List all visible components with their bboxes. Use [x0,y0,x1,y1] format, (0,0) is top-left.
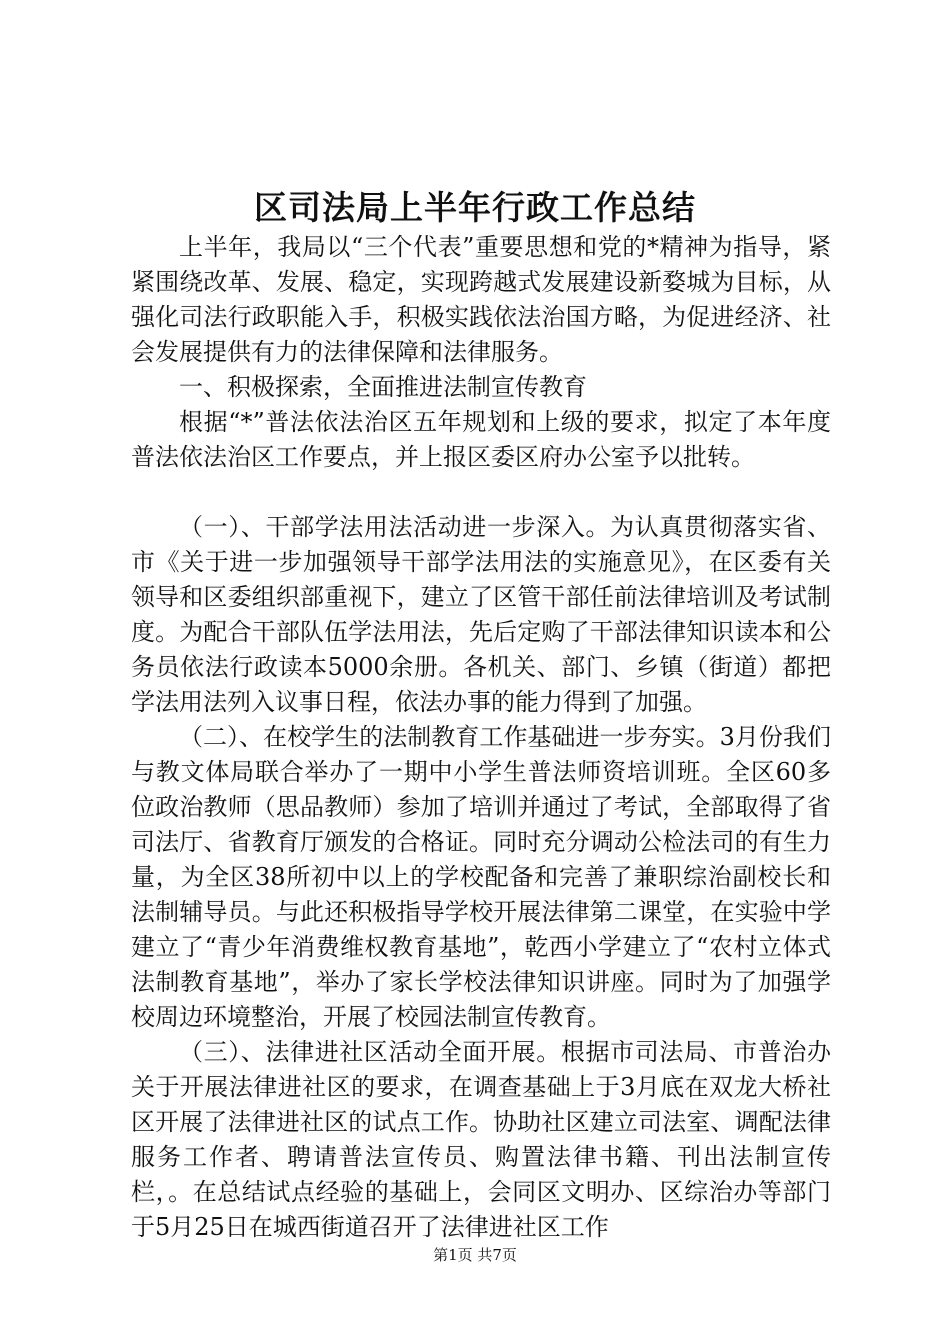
paragraph-item-3: （三）、法律进社区活动全面开展。根据市司法局、市普治办关于开展法律进社区的要求，在调查基础上于3月底在双龙大桥社区开展了法律进社区的试点工作。协助社区建立司法室、调配法律服务工作者、聘请普法宣传员、购置法律书籍、刊出法制宣传栏，。在总结试点经验的基础上，会同区文明办、区综治办等部门于5月25日在城西街道召开了法律进社区工作 [131,1038,831,1241]
paragraph-item-1: （一）、干部学法用法活动进一步深入。为认真贯彻落实省、市《关于进一步加强领导干部学法用法的实施意见》，在区委有关领导和区委组织部重视下，建立了区管干部任前法律培训及考试制度。为配合干部队伍学法用法，先后定购了干部法律知识读本和公务员依法行政读本5000余册。各机关、部门、乡镇（街道）都把学法用法列入议事日程，依法办事的能力得到了加强。 [131,513,831,716]
paragraph-intro: 上半年，我局以“三个代表”重要思想和党的*精神为指导，紧紧围绕改革、发展、稳定，实现跨越式发展建设新婺城为目标，从强化司法行政职能入手，积极实践依法治国方略，为促进经济、社会发展提供有力的法律保障和法律服务。 [131,233,831,366]
paragraph-item-2: （二）、在校学生的法制教育工作基础进一步夯实。3月份我们与教文体局联合举办了一期中小学生普法师资培训班。全区60多位政治教师（思品教师）参加了培训并通过了考试，全部取得了省司法厅、省教育厅颁发的合格证。同时充分调动公检法司的有生力量，为全区38所初中以上的学校配备和完善了兼职综治副校长和法制辅导员。与此还积极指导学校开展法律第二课堂，在实验中学建立了“青少年消费维权教育基地”，乾西小学建立了“农村立体式法制教育基地”，举办了家长学校法律知识讲座。同时为了加强学校周边环境整治，开展了校园法制宣传教育。 [131,723,831,1031]
page-number: 第1页 共7页 [433,1246,517,1264]
document-body [131,230,831,1245]
section-heading: 一、积极探索，全面推进法制宣传教育 [179,373,587,401]
paragraph-plan: 根据“*”普法依法治区五年规划和上级的要求，拟定了本年度普法依法治区工作要点，并上报区委区府办公室予以批转。 [131,408,831,471]
document-title: 区司法局上半年行政工作总结 [254,188,696,227]
